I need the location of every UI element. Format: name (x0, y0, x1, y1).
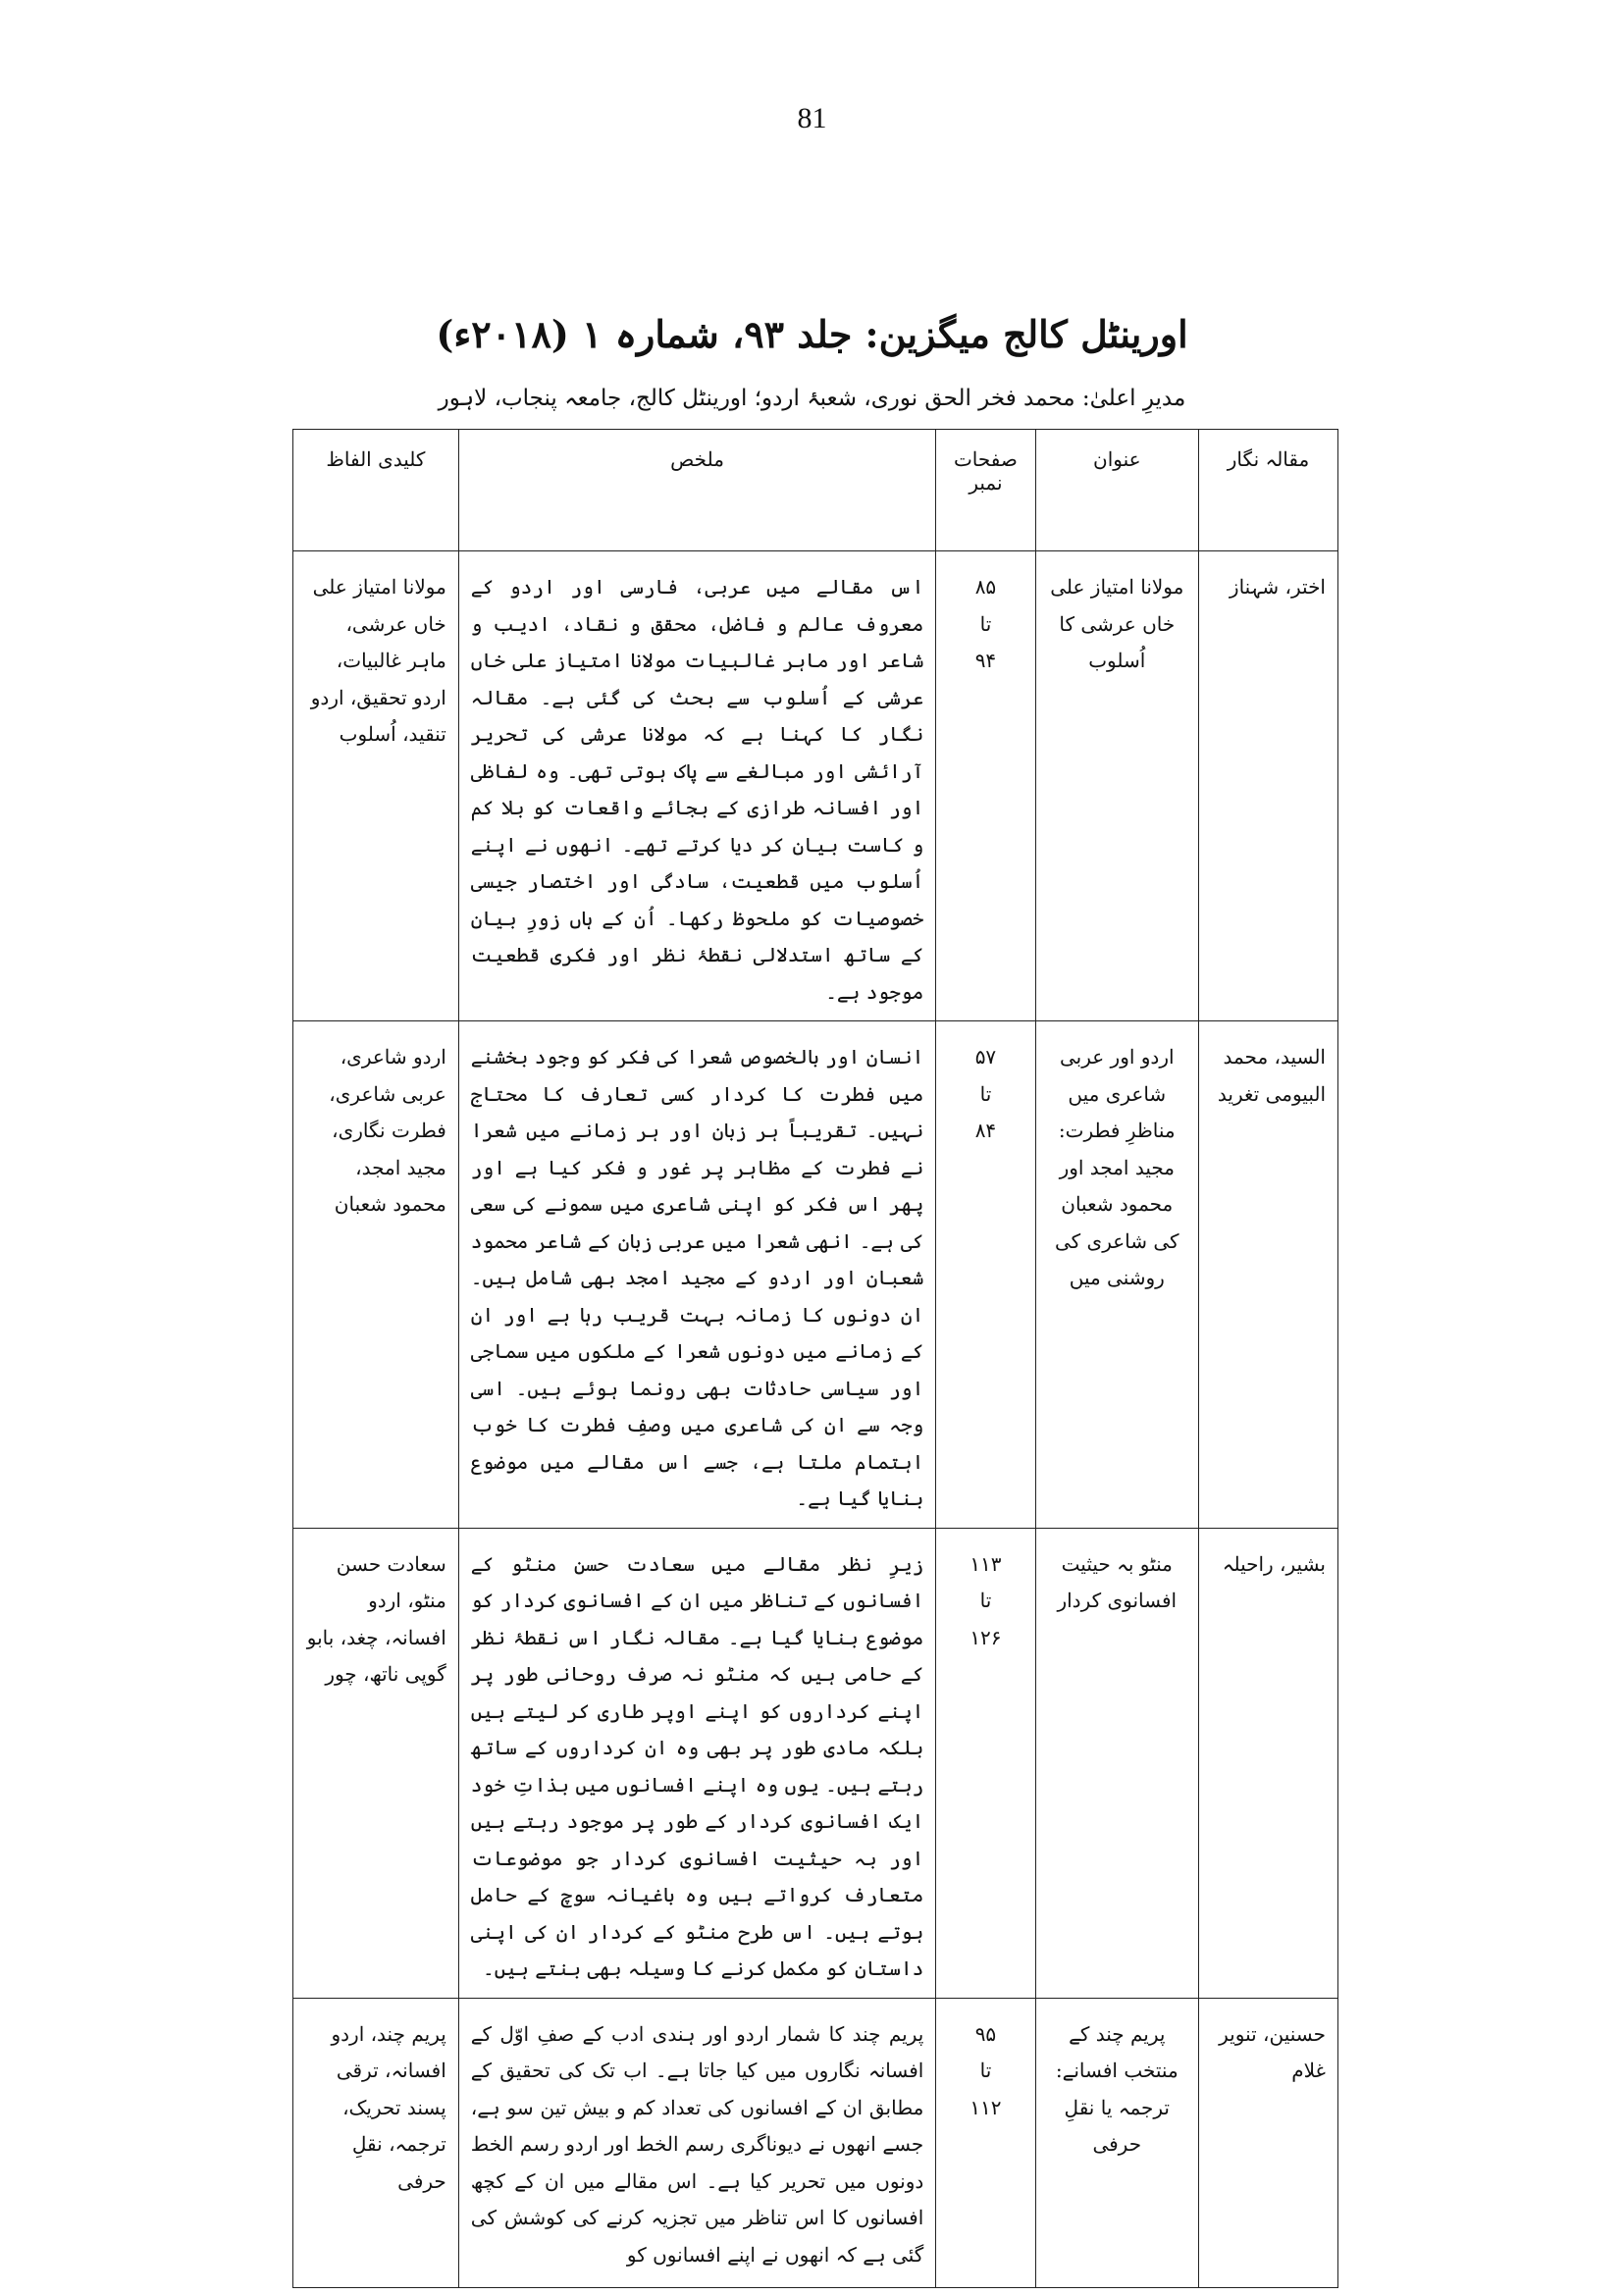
page-from: ۱۱۳ (969, 1551, 1002, 1576)
title-cell: پریم چند کے منتخب افسانے: ترجمہ یا نقلِ حرفی (1035, 1998, 1198, 2287)
page-to: ۱۲۶ (969, 1625, 1002, 1649)
author-cell: بشیر، راحیلہ (1199, 1528, 1338, 1998)
title-cell: منٹو بہ حیثیت افسانوی کردار (1035, 1528, 1198, 1998)
page-separator: تا (979, 2059, 992, 2082)
table-row (293, 1528, 1338, 1998)
header-title: عنوان (1035, 430, 1198, 551)
page-number: 81 (797, 102, 827, 134)
table-row (293, 1998, 1338, 2287)
summary-cell: پریم چند کا شمار اردو اور ہندی ادب کے صفِ اوّل کے افسانہ نگاروں میں کیا جاتا ہے۔ اب تک کی تحقیق کے مطابق ان کے افسانوں کی تعداد کم و بیش تین سو ہے، جسے انھوں نے دیوناگری رسم الخط اور اردو رسم الخط دونوں میں تحریر کیا ہے۔ اس مقالے میں ان کے کچھ افسانوں کا اس تناظر میں تجزیہ کرنے کی کوشش کی گئی ہے کہ انھوں نے اپنے افسانوں کو (458, 1998, 936, 2287)
header-author: مقالہ نگار (1199, 430, 1338, 551)
table-row (293, 1021, 1338, 1529)
header-summary: ملخص (458, 430, 936, 551)
header-keywords: کلیدی الفاظ (293, 430, 459, 551)
page-separator: تا (979, 1081, 992, 1106)
keywords-cell: مولانا امتیاز علی خاں عرشی، ماہر غالبیات، اردو تحقیق، اردو تنقید، اُسلوب (293, 551, 459, 1021)
pages-cell (936, 1021, 1035, 1529)
keywords-cell: پریم چند، اردو افسانہ، ترقی پسند تحریک، ترجمہ، نقلِ حرفی (293, 1998, 459, 2287)
author-cell: السید، محمد البیومی تغرید (1199, 1021, 1338, 1529)
page-separator: تا (979, 611, 992, 636)
keywords-cell: اردو شاعری، عربی شاعری، فطرت نگاری، مجید امجد، محمود شعبان (293, 1021, 459, 1529)
editor-line: مدیرِ اعلیٰ: محمد فخر الحق نوری، شعبۂ اردو؛ اورینٹل کالج، جامعہ پنجاب، لاہور (438, 386, 1186, 411)
table-header-row (293, 430, 1338, 551)
page-to: ۱۱۲ (969, 2095, 1002, 2119)
pages-cell (936, 1998, 1035, 2287)
title-cell: مولانا امتیاز علی خاں عرشی کا اُسلوب (1035, 551, 1198, 1021)
header-pages: صفحات نمبر (936, 430, 1035, 551)
pages-cell (936, 1528, 1035, 1998)
page-to: ۸۴ (974, 1119, 997, 1142)
summary-cell: اس مقالے میں عربی، فارسی اور اردو کے معروف عالم و فاضل، محقق و نقاد، ادیب و شاعر اور ماہر غالبیات مولانا امتیاز علی خاں عرشی کے اُسلوب سے بحث کی گئی ہے۔ مقالہ نگار کا کہنا ہے کہ مولانا عرشی کی تحریر آرائشی اور مبالغے سے پاک ہوتی تھی۔ وہ لفاظی اور افسانہ طرازی کے بجائے واقعات کو بلا کم و کاست بیان کر دیا کرتے تھے۔ انھوں نے اپنے اُسلوب میں قطعیت، سادگی اور اختصار جیسی خصوصیات کو ملحوظ رکھا۔ اُن کے ہاں زورِ بیان کے ساتھ استدلالی نقطۂ نظر اور فکری قطعیت موجود ہے۔ (458, 551, 936, 1021)
summary-cell: انسان اور بالخصوص شعرا کی فکر کو وجود بخشنے میں فطرت کا کردار کسی تعارف کا محتاج نہیں۔ تقریباً ہر زبان اور ہر زمانے میں شعرا نے فطرت کے مظاہر پر غور و فکر کیا ہے اور پھر اس فکر کو اپنی شاعری میں سمونے کی سعی کی ہے۔ انھی شعرا میں عربی زبان کے شاعر محمود شعبان اور اردو کے مجید امجد بھی شامل ہیں۔ ان دونوں کا زمانہ بہت قریب رہا ہے اور ان کے زمانے میں دونوں شعرا کے ملکوں میں سماجی اور سیاسی حادثات بھی رونما ہوئے ہیں۔ اسی وجہ سے ان کی شاعری میں وصفِ فطرت کا خوب اہتمام ملتا ہے، جسے اس مقالے میں موضوع بنایا گیا ہے۔ (458, 1021, 936, 1529)
keywords-cell: سعادت حسن منٹو، اردو افسانہ، چغد، بابو گوپی ناتھ، چور (293, 1528, 459, 1998)
page-to: ۹۴ (974, 649, 997, 672)
pages-cell (936, 551, 1035, 1021)
page-from: ۸۵ (974, 575, 997, 599)
page-from: ۵۷ (974, 1045, 997, 1069)
title-cell: اردو اور عربی شاعری میں مناظرِ فطرت: مجید امجد اور محمود شعبان کی شاعری کی روشنی میں (1035, 1021, 1198, 1529)
table-row (293, 551, 1338, 1021)
page-separator: تا (979, 1589, 992, 1612)
page-from: ۹۵ (974, 2021, 997, 2046)
author-cell: اختر، شہناز (1199, 551, 1338, 1021)
summary-cell: زیرِ نظر مقالے میں سعادت حسن منٹو کے افسانوں کے تناظر میں ان کے افسانوی کردار کو موضوع بنایا گیا ہے۔ مقالہ نگار اس نقطۂ نظر کے حامی ہیں کہ منٹو نہ صرف روحانی طور پر اپنے کرداروں کو اپنے اوپر طاری کر لیتے ہیں بلکہ مادی طور پر بھی وہ ان کرداروں کے ساتھ رہتے ہیں۔ یوں وہ اپنے افسانوں میں بذاتِ خود ایک افسانوی کردار کے طور پر موجود رہتے ہیں اور بہ حیثیت افسانوی کردار جو موضوعات متعارف کرواتے ہیں وہ باغیانہ سوچ کے حامل ہوتے ہیں۔ اس طرح منٹو کے کردار ان کی اپنی داستان کو مکمل کرنے کا وسیلہ بھی بنتے ہیں۔ (458, 1528, 936, 1998)
article-index-table (292, 429, 1338, 2288)
author-cell: حسنین، تنویر غلام (1199, 1998, 1338, 2287)
journal-title: اورینٹل کالج میگزین: جلد ۹۳، شمارہ ۱ (۲۰۱۸ء) (436, 312, 1188, 356)
